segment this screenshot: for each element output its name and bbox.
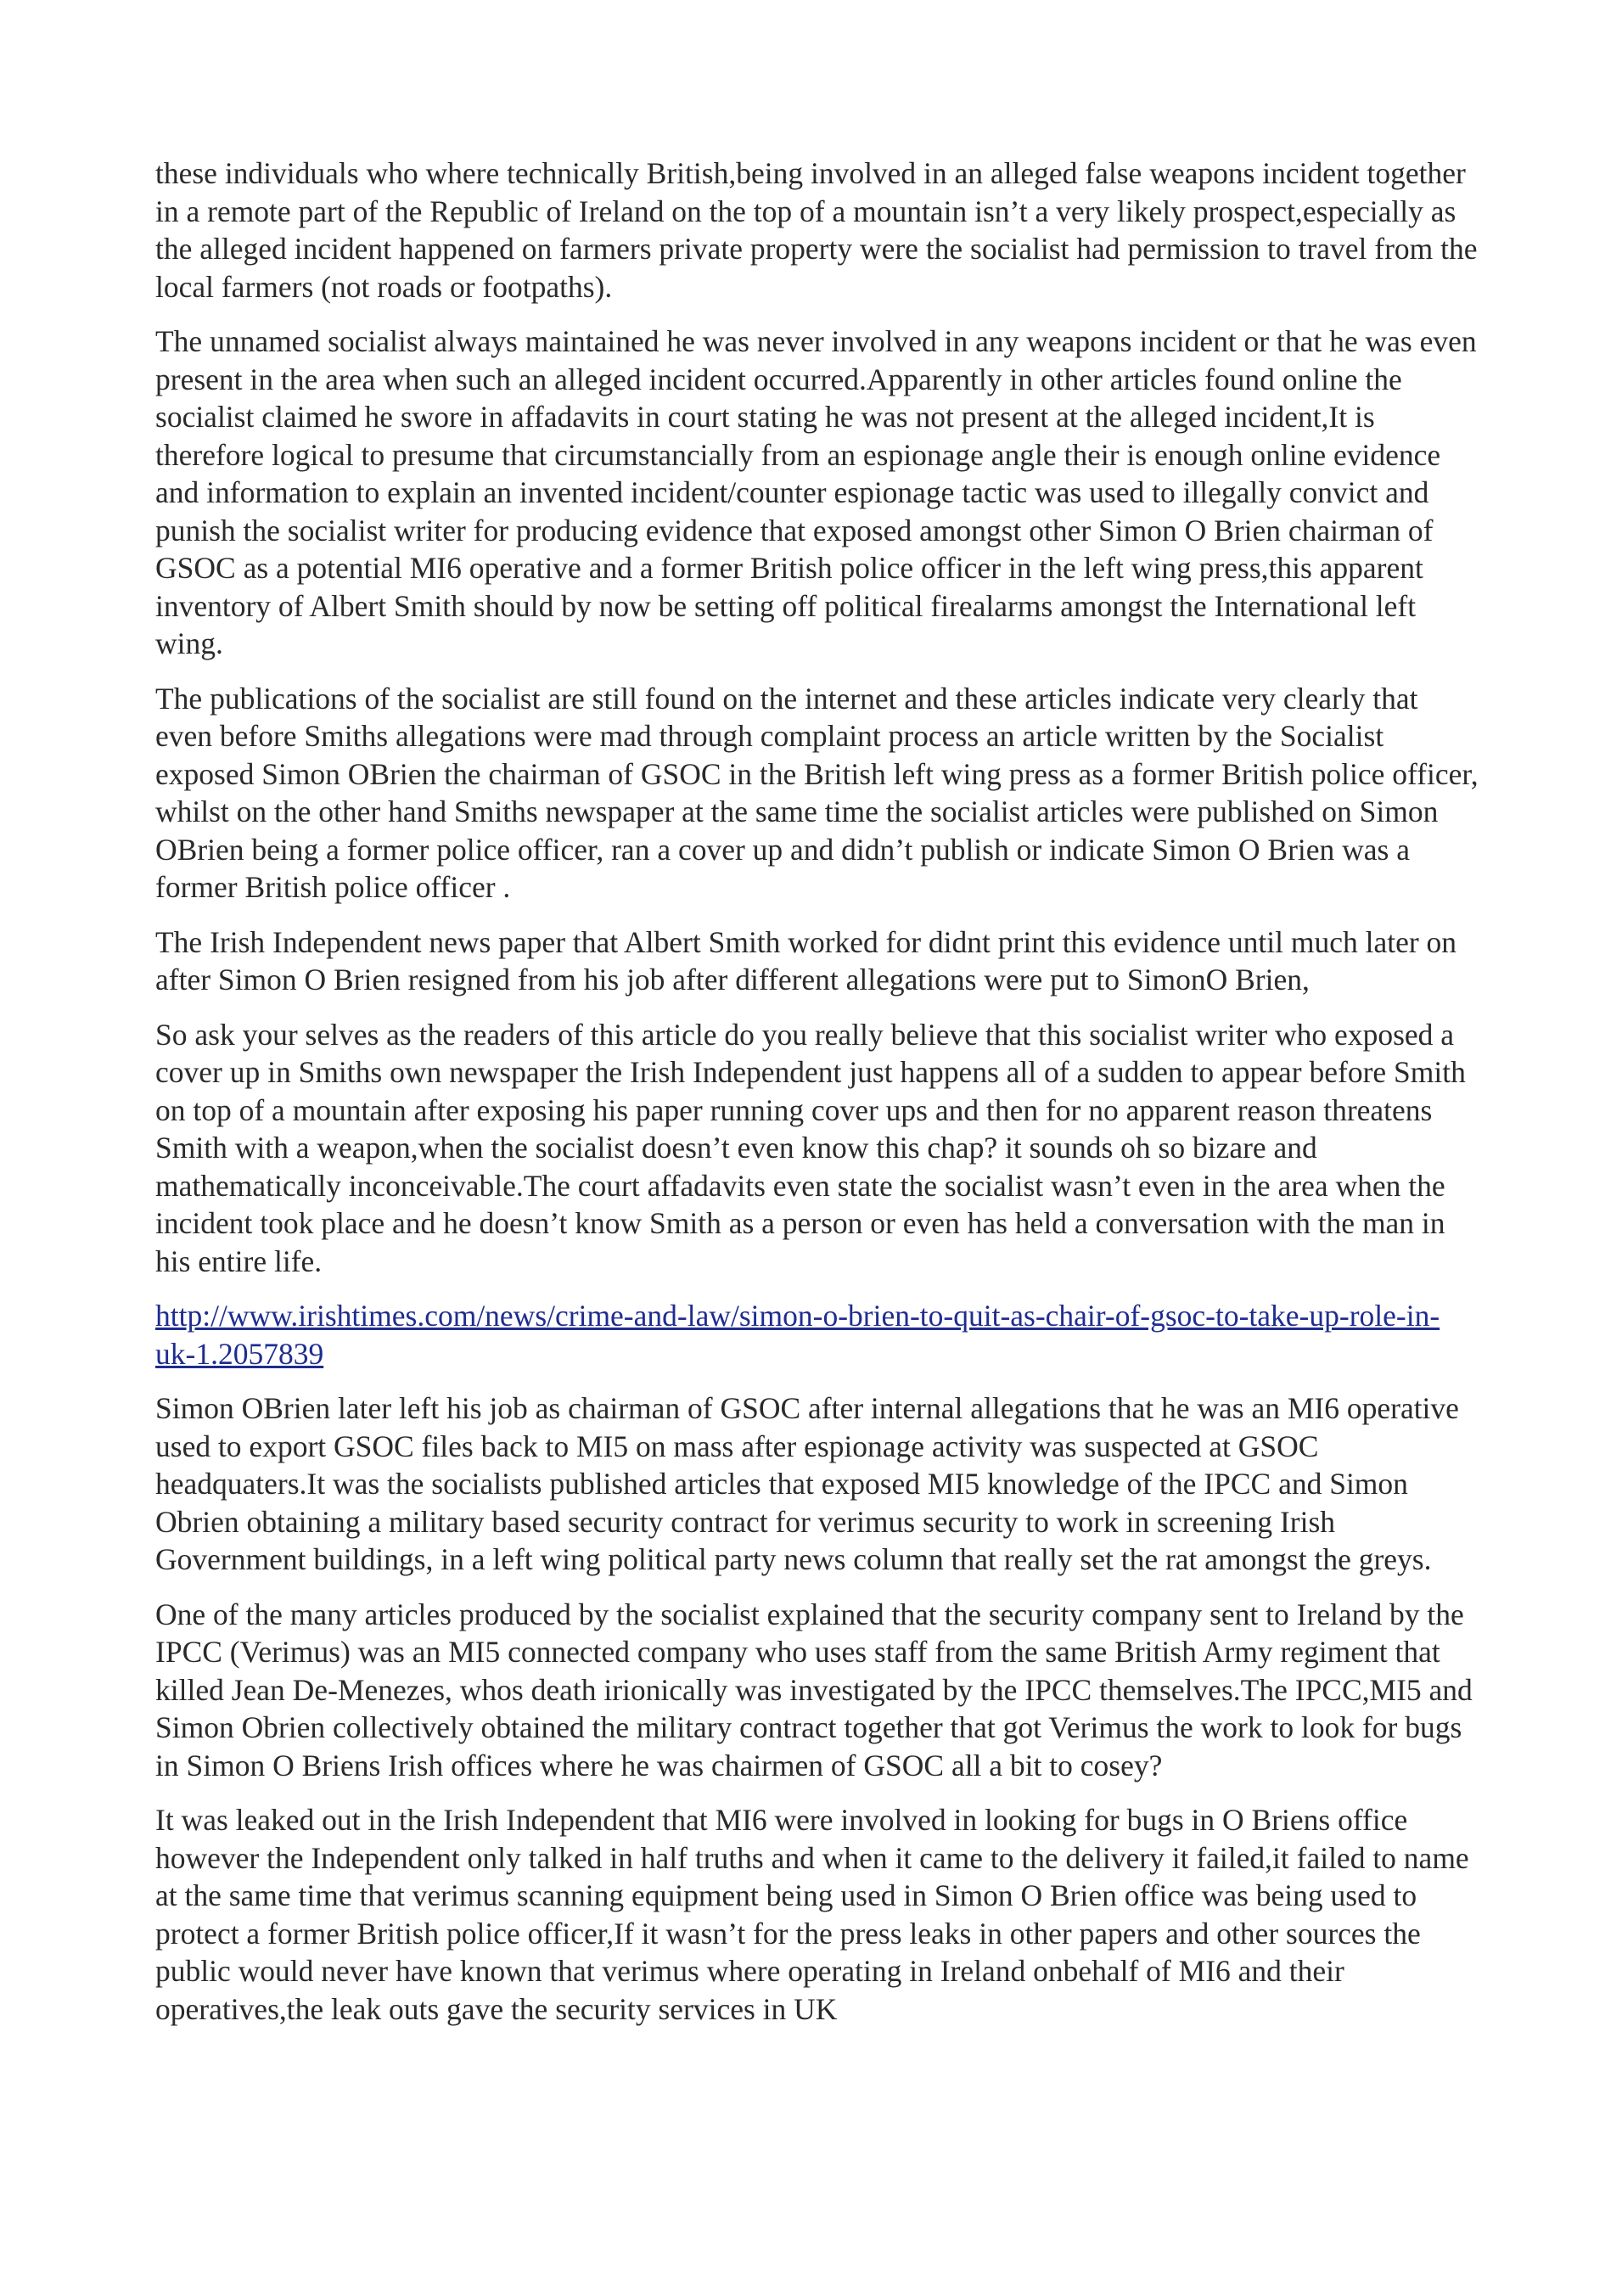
irishtimes-link[interactable]: http://www.irishtimes.com/news/crime-and-law/simon-o-brien-to-quit-as-chair-of-gsoc-to-take-up-role-in-uk-1.2057839: [155, 1299, 1440, 1371]
paragraph: It was leaked out in the Irish Independent that MI6 were involved in looking for bugs in O Briens office however the Independent only talked in half truths and when it came to the delivery it failed,it failed to name at the same time that verimus scanning equipment being used in Simon O Brien office was being used to protect a former British police officer,If it wasn’t for the press leaks in other papers and other sources the public would never have known that verimus where operating in Ireland onbehalf of MI6 and their operatives,the leak outs gave the security services in UK: [155, 1803, 1469, 2026]
paragraph: One of the many articles produced by the socialist explained that the security company sent to Ireland by the IPCC (Verimus) was an MI5 connected company who uses staff from the same British Army regiment that killed Jean De-Menezes, whos death irionically was investigated by the IPCC themselves.The IPCC,MI5 and Simon Obrien collectively obtained the military contract together that got Verimus the work to look for bugs in Simon O Briens Irish offices where he was chairmen of GSOC all a bit to cosey?: [155, 1597, 1473, 1782]
link-paragraph: [155, 1297, 1479, 1373]
paragraph: Simon OBrien later left his job as chairman of GSOC after internal allegations that he was an MI6 operative used to export GSOC files back to MI5 on mass after espionage activity was suspected at GSOC headquaters.It was the socialists published articles that exposed MI5 knowledge of the IPCC and Simon Obrien obtaining a military based security contract for verimus security to work in screening Irish Government buildings, in a left wing political party news column that really set the rat amongst the greys.: [155, 1391, 1459, 1576]
paragraph: these individuals who where technically British,being involved in an alleged false weapons incident together in a remote part of the Republic of Ireland on the top of a mountain isn’t a very likely prospect,especially as the alleged incident happened on farmers private property were the socialist had permission to travel from the local farmers (not roads or footpaths).: [155, 156, 1478, 304]
article-body: [155, 154, 1479, 2045]
paragraph: The unnamed socialist always maintained he was never involved in any weapons incident or that he was even present in the area when such an alleged incident occurred.Apparently in other articles found online the socialist claimed he swore in affadavits in court stating he was not present at the alleged incident,It is therefore logical to presume that circumstancially from an espionage angle their is enough online evidence and information to explain an invented incident/counter espionage tactic was used to illegally convict and punish the socialist writer for producing evidence that exposed amongst other Simon O Brien chairman of GSOC as a potential MI6 operative and a former British police officer in the left wing press,this apparent inventory of Albert Smith should by now be setting off political firealarms amongst the International left wing.: [155, 324, 1477, 660]
paragraph: The Irish Independent news paper that Albert Smith worked for didnt print this evidence until much later on after Simon O Brien resigned from his job after different allegations were put to SimonO Brien,: [155, 924, 1457, 996]
paragraph: The publications of the socialist are still found on the internet and these articles indicate very clearly that even before Smiths allegations were mad through complaint process an article written by the Socialist exposed Simon OBrien the chairman of GSOC in the British left wing press as a former British police officer, whilst on the other hand Smiths newspaper at the same time the socialist articles were published on Simon OBrien being a former police officer, ran a cover up and didn’t publish or indicate Simon O Brien was a former British police officer .: [155, 681, 1479, 904]
paragraph: So ask your selves as the readers of this article do you really believe that this socialist writer who exposed a cover up in Smiths own newspaper the Irish Independent just happens all of a sudden to appear before Smith on top of a mountain after exposing his paper running cover ups and then for no apparent reason threatens Smith with a weapon,when the socialist doesn’t even know this chap? it sounds oh so bizare and mathematically inconceivable.The court affadavits even state the socialist wasn’t even in the area when the incident took place and he doesn’t know Smith as a person or even has held a conversation with the man in his entire life.: [155, 1017, 1466, 1278]
